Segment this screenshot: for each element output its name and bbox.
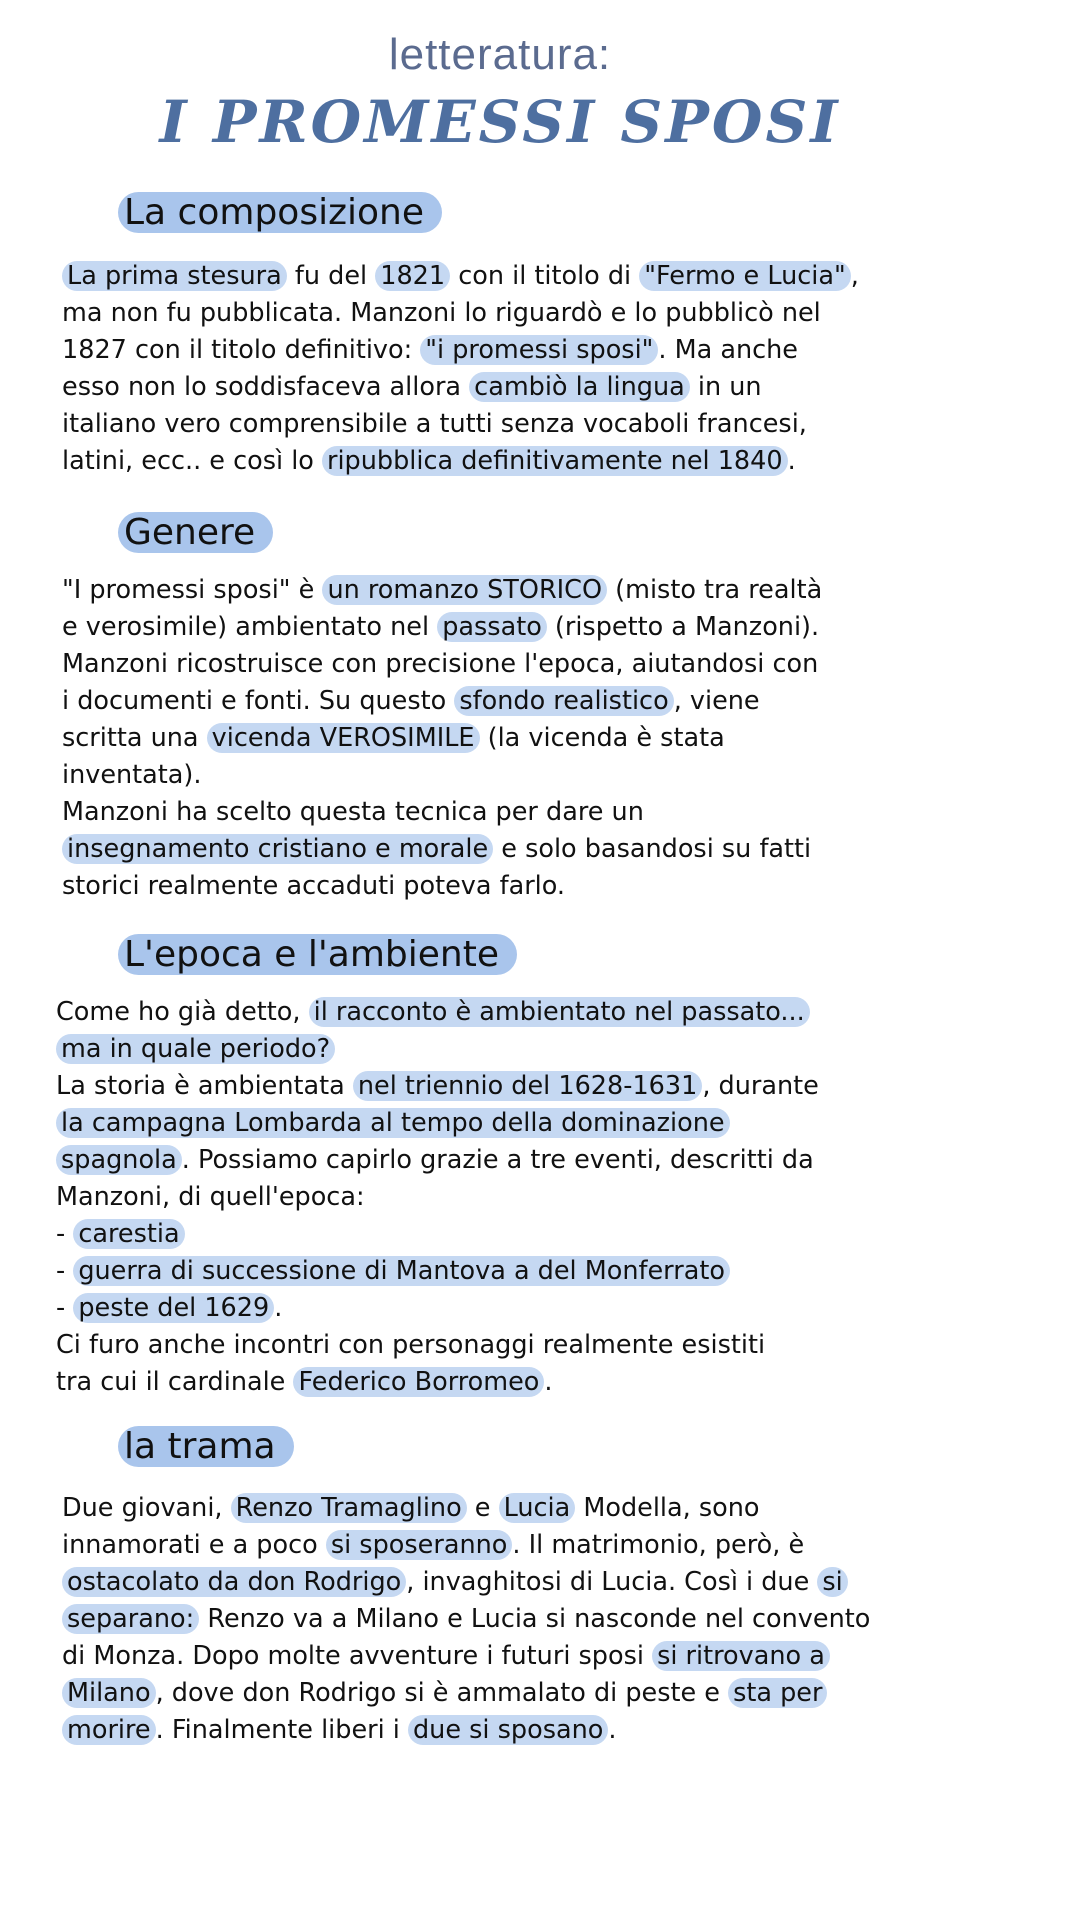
text-line <box>62 868 1042 905</box>
text-segment: con il titolo di <box>450 261 640 291</box>
text-segment: di Monza. Dopo molte avventure i futuri sposi <box>62 1641 653 1671</box>
heading-text: la trama <box>118 1426 294 1467</box>
heading-text: L'epoca e l'ambiente <box>118 934 517 975</box>
text-line <box>62 757 1042 794</box>
text-line <box>62 1564 1042 1601</box>
text-segment: 1827 con il titolo definitivo: <box>62 335 421 365</box>
text-line <box>62 443 1042 480</box>
text-segment: ma non fu pubblicata. Manzoni lo riguardò e lo pubblicò nel <box>62 298 821 328</box>
highlighted-phrase: si sposeranno <box>326 1530 513 1560</box>
text-segment: . <box>608 1715 617 1745</box>
paragraph-genere <box>62 572 1042 905</box>
text-line <box>56 1253 1036 1290</box>
text-segment: "I promessi sposi" è <box>62 575 323 605</box>
text-line <box>56 1327 1036 1364</box>
section-heading-composizione <box>118 192 442 233</box>
text-segment: Come ho già detto, <box>56 997 309 1027</box>
text-segment: e solo basandosi su fatti <box>493 834 812 864</box>
paragraph-trama <box>62 1490 1042 1749</box>
text-segment: . <box>544 1367 553 1397</box>
highlighted-phrase: Milano <box>62 1678 156 1708</box>
text-line <box>62 369 1042 406</box>
text-line <box>62 1712 1042 1749</box>
text-line <box>56 1216 1036 1253</box>
text-line <box>62 1490 1042 1527</box>
section-heading-genere <box>118 512 273 553</box>
text-segment: . <box>274 1293 283 1323</box>
highlighted-phrase: ma in quale periodo? <box>56 1034 335 1064</box>
highlighted-phrase: passato <box>437 612 547 642</box>
highlighted-phrase: carestia <box>73 1219 184 1249</box>
highlighted-phrase: 1821 <box>375 261 450 291</box>
text-segment: . Il matrimonio, però, è <box>512 1530 805 1560</box>
highlighted-phrase: Lucia <box>499 1493 576 1523</box>
text-line <box>62 572 1042 609</box>
text-segment: Manzoni ha scelto questa tecnica per dare un <box>62 797 644 827</box>
highlighted-phrase: spagnola <box>56 1145 182 1175</box>
text-segment: storici realmente accaduti poteva farlo. <box>62 871 566 901</box>
highlighted-phrase: sta per <box>728 1678 827 1708</box>
text-segment: fu del <box>286 261 376 291</box>
highlighted-phrase: cambiò la lingua <box>469 372 690 402</box>
text-segment: , viene <box>673 686 760 716</box>
highlighted-phrase: guerra di successione di Mantova a del Monferrato <box>73 1256 730 1286</box>
text-segment: . <box>787 446 796 476</box>
text-segment: , <box>850 261 859 291</box>
highlighted-phrase: insegnamento cristiano e morale <box>62 834 493 864</box>
subject-label: letteratura: <box>388 30 612 79</box>
text-segment: italiano vero comprensibile a tutti senza vocaboli francesi, <box>62 409 807 439</box>
page-title: I PROMESSI SPOSI <box>159 88 841 156</box>
highlighted-phrase: un romanzo STORICO <box>322 575 607 605</box>
paragraph-epoca <box>56 994 1036 1401</box>
text-segment: inventata). <box>62 760 202 790</box>
text-line <box>56 994 1036 1031</box>
text-line <box>62 683 1042 720</box>
highlighted-phrase: Federico Borromeo <box>293 1367 544 1397</box>
text-line <box>62 258 1042 295</box>
text-segment: La storia è ambientata <box>56 1071 353 1101</box>
text-segment: e verosimile) ambientato nel <box>62 612 438 642</box>
section-heading-trama <box>118 1426 294 1467</box>
text-line <box>62 406 1042 443</box>
text-line <box>62 332 1042 369</box>
paragraph-composizione <box>62 258 1042 480</box>
highlighted-phrase: la campagna Lombarda al tempo della dominazione <box>56 1108 730 1138</box>
text-line <box>56 1031 1036 1068</box>
text-line <box>62 1638 1042 1675</box>
text-segment: . Possiamo capirlo grazie a tre eventi, descritti da <box>181 1145 814 1175</box>
text-line <box>56 1068 1036 1105</box>
text-segment: (la vicenda è stata <box>479 723 725 753</box>
text-segment: Due giovani, <box>62 1493 231 1523</box>
text-segment: . Ma anche <box>658 335 798 365</box>
text-segment: Manzoni, di quell'epoca: <box>56 1182 365 1212</box>
text-line <box>62 794 1042 831</box>
text-segment: e <box>466 1493 499 1523</box>
highlighted-phrase: separano: <box>62 1604 199 1634</box>
text-line <box>56 1364 1036 1401</box>
text-segment: tra cui il cardinale <box>56 1367 294 1397</box>
section-heading-epoca <box>118 934 517 975</box>
text-segment: esso non lo soddisfaceva allora <box>62 372 470 402</box>
text-segment: Renzo va a Milano e Lucia si nasconde nel convento <box>199 1604 871 1634</box>
text-segment: Ci furo anche incontri con personaggi realmente esistiti <box>56 1330 766 1360</box>
heading-text: La composizione <box>118 192 442 233</box>
text-segment: Modella, sono <box>575 1493 760 1523</box>
text-segment: i documenti e fonti. Su questo <box>62 686 455 716</box>
heading-text: Genere <box>118 512 273 553</box>
text-line <box>62 295 1042 332</box>
highlighted-phrase: "i promessi sposi" <box>420 335 658 365</box>
highlighted-phrase: vicenda VEROSIMILE <box>207 723 480 753</box>
text-segment: scritta una <box>62 723 207 753</box>
text-line <box>62 609 1042 646</box>
highlighted-phrase: morire <box>62 1715 156 1745</box>
highlighted-phrase: ripubblica definitivamente nel 1840 <box>322 446 788 476</box>
highlighted-phrase: il racconto è ambientato nel passato... <box>309 997 810 1027</box>
text-line <box>62 1527 1042 1564</box>
text-line <box>62 831 1042 868</box>
text-segment: Manzoni ricostruisce con precisione l'epoca, aiutandosi con <box>62 649 819 679</box>
highlighted-phrase: si ritrovano a <box>652 1641 830 1671</box>
highlighted-phrase: Renzo Tramaglino <box>231 1493 467 1523</box>
text-segment: - <box>56 1293 74 1323</box>
text-segment: , invaghitosi di Lucia. Così i due <box>406 1567 818 1597</box>
highlighted-phrase: La prima stesura <box>62 261 287 291</box>
text-segment: innamorati e a poco <box>62 1530 326 1560</box>
text-line <box>62 646 1042 683</box>
text-segment: , dove don Rodrigo si è ammalato di peste e <box>155 1678 729 1708</box>
text-segment: - <box>56 1256 74 1286</box>
text-segment: latini, ecc.. e così lo <box>62 446 322 476</box>
text-line <box>56 1105 1036 1142</box>
highlighted-phrase: ostacolato da don Rodrigo <box>62 1567 406 1597</box>
text-segment: . Finalmente liberi i <box>155 1715 408 1745</box>
text-segment: (misto tra realtà <box>607 575 823 605</box>
text-line <box>56 1142 1036 1179</box>
text-line <box>62 1601 1042 1638</box>
highlighted-phrase: peste del 1629 <box>73 1293 274 1323</box>
text-line <box>62 1675 1042 1712</box>
highlighted-phrase: nel triennio del 1628-1631 <box>353 1071 702 1101</box>
text-line <box>62 720 1042 757</box>
highlighted-phrase: si <box>817 1567 847 1597</box>
text-line <box>56 1290 1036 1327</box>
text-segment: , durante <box>702 1071 819 1101</box>
text-segment: in un <box>689 372 762 402</box>
text-segment: (rispetto a Manzoni). <box>546 612 820 642</box>
highlighted-phrase: sfondo realistico <box>454 686 673 716</box>
text-line <box>56 1179 1036 1216</box>
text-segment: - <box>56 1219 74 1249</box>
highlighted-phrase: due si sposano <box>408 1715 608 1745</box>
highlighted-phrase: "Fermo e Lucia" <box>639 261 850 291</box>
